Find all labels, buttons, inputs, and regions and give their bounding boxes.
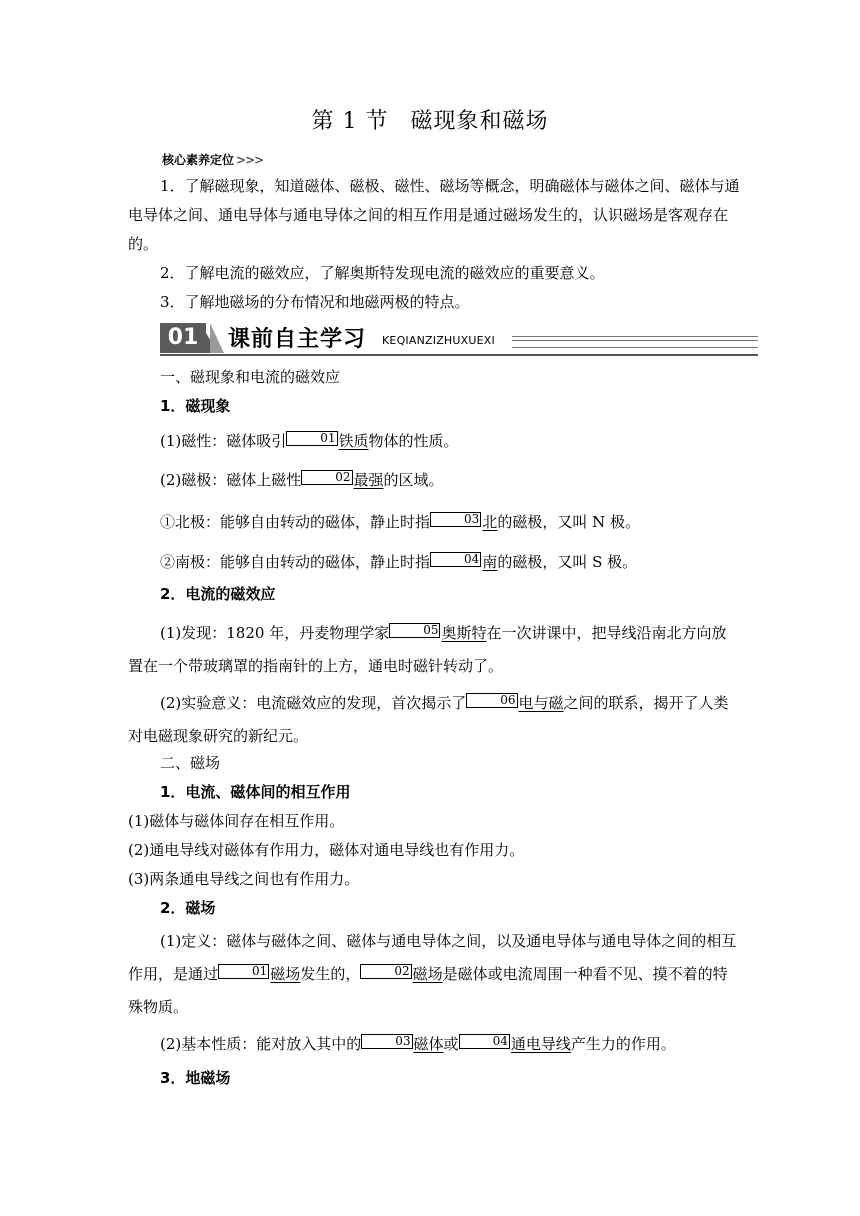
objective-2: 2．了解电流的磁效应，了解奥斯特发现电流的磁效应的重要意义。 [160,264,605,282]
blank-number: 01 [218,964,269,979]
subheading-interaction: 1．电流、磁体间的相互作用 [160,783,351,801]
blank-number: 06 [466,693,517,708]
answer-blank: 03 磁体 [361,1035,443,1053]
blank-number: 05 [389,623,440,638]
blank-number: 04 [430,552,481,567]
fill-line-6: (2)实验意义：电流磁效应的发现，首次揭示了 06 电与磁之间的联系，揭开了人类对电磁现象研究的新纪元。 [128,693,729,745]
banner-number: 01 [167,325,199,350]
section-heading-2: 二、磁场 [160,754,221,772]
blank-number: 02 [301,470,352,485]
blank-number: 01 [286,431,337,446]
banner-heading: 课前自主学习 [228,327,367,352]
interaction-item-2: (2)通电导线对磁体有作用力，磁体对通电导线也有作用力。 [128,841,525,859]
arrows-icon: >>> [236,153,264,167]
section-heading-1: 一、磁现象和电流的磁效应 [160,368,341,386]
subheading-current-effect: 2．电流的磁效应 [160,585,276,603]
answer-blank: 05 奥斯特 [389,624,486,642]
subheading-magnetic-phenomena: 1．磁现象 [160,397,231,415]
field-property: (2)基本性质：能对放入其中的 03 磁体或 04 通电导线产生力的作用。 [160,1034,676,1053]
banner-pinyin: KEQIANZIZHUXUEXI [382,334,495,347]
fill-line-2: (2)磁极：磁体上磁性 02 最强的区域。 [160,470,444,489]
blank-number: 03 [430,512,481,527]
fill-line-5: (1)发现：1820 年，丹麦物理学家 05 奥斯特在一次讲课中，把导线沿南北方向放置在一个带玻璃罩的指南针的上方，通电时磁针转动了。 [128,623,727,675]
answer-blank: 04 南 [430,553,497,571]
answer-blank: 04 通电导线 [459,1035,571,1053]
blank-number: 04 [459,1034,510,1049]
answer-blank: 02 磁场 [360,965,442,983]
core-literacy-label: 核心素养定位 >>> [162,153,264,167]
answer-blank: 06 电与磁 [466,694,563,712]
banner-lines [512,336,758,348]
page-title: 第 1 节 磁现象和磁场 [311,109,549,134]
objective-3: 3．了解地磁场的分布情况和地磁两极的特点。 [160,293,470,311]
answer-blank: 03 北 [430,513,497,531]
answer-blank: 01 磁场 [218,965,300,983]
objective-1: 1．了解磁现象，知道磁体、磁极、磁性、磁场等概念，明确磁体与磁体之间、磁体与通电导体之间、通电导体与通电导体之间的相互作用是通过磁场发生的，认识磁场是客观存在的。 [128,177,740,253]
fill-line-1: (1)磁性：磁体吸引 01 铁质物体的性质。 [160,431,459,450]
subheading-field: 2．磁场 [160,899,216,917]
answer-blank: 02 最强 [301,471,383,489]
field-definition: (1)定义：磁体与磁体之间、磁体与通电导体之间，以及通电导体与通电导体之间的相互作用，是通过 01 磁场发生的， 02 磁场是磁体或电流周围一种看不见、摸不着的特殊物质。 [128,932,737,1016]
section-banner [160,320,760,356]
fill-line-4: ②南极：能够自由转动的磁体，静止时指 04 南的磁极，又叫 S 极。 [160,552,638,571]
fill-line-3: ①北极：能够自由转动的磁体，静止时指 03 北的磁极，又叫 N 极。 [160,512,640,531]
blank-number: 02 [360,964,411,979]
interaction-item-1: (1)磁体与磁体间存在相互作用。 [128,812,345,830]
interaction-item-3: (3)两条通电导线之间也有作用力。 [128,870,360,888]
answer-blank: 01 铁质 [286,432,368,450]
blank-number: 03 [361,1034,412,1049]
subheading-geomagnetic: 3．地磁场 [160,1069,231,1087]
